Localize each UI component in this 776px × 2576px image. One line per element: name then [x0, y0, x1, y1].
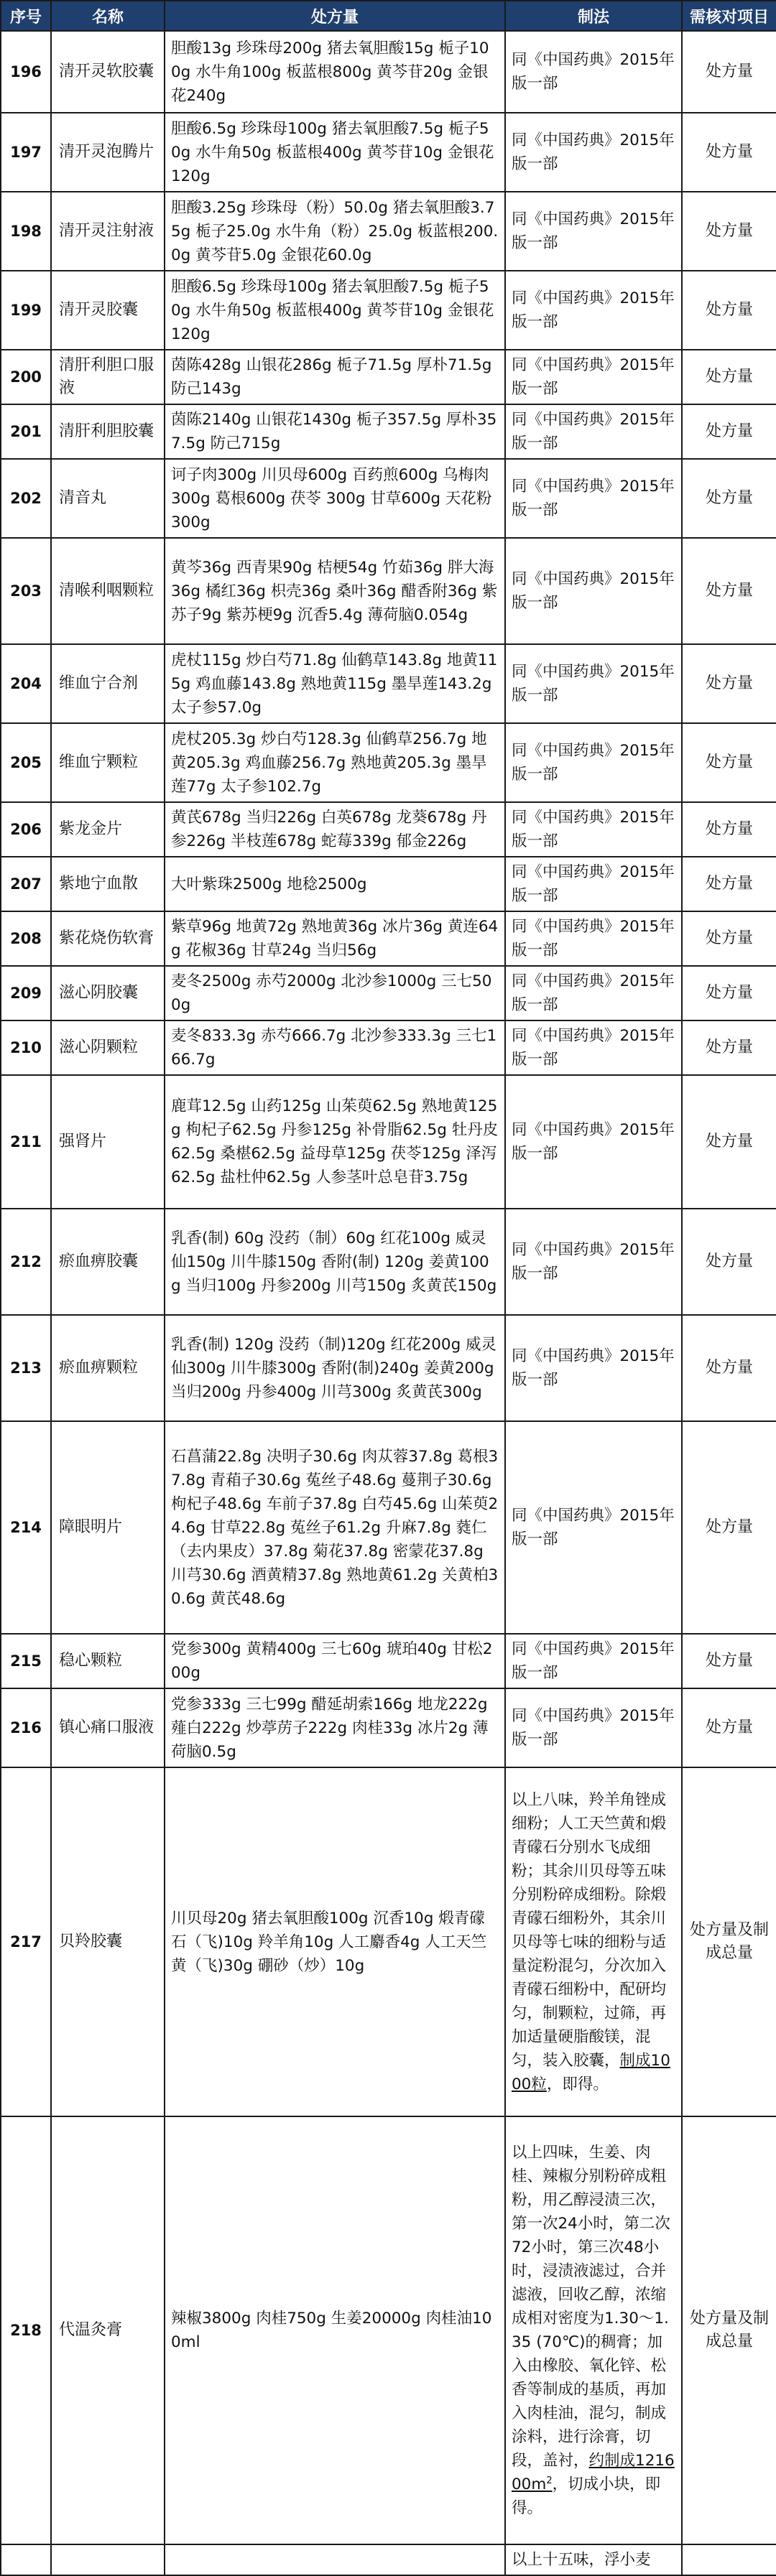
row-number: 198	[1, 192, 51, 271]
row-number: 210	[1, 1020, 51, 1075]
row-requirement: 处方量	[682, 1209, 776, 1315]
row-method: 同《中国药典》2015年版一部	[505, 1020, 682, 1075]
row-formula: 虎杖205.3g 炒白芍128.3g 仙鹤草256.7g 地黄205.3g 鸡血藤256.7g 熟地黄205.3g 墨旱莲77g 太子参102.7g	[165, 723, 505, 802]
row-number: 209	[1, 966, 51, 1020]
method-yield: 约制成$121600m^2$	[512, 2452, 675, 2493]
row-requirement: 处方量	[682, 1634, 776, 1688]
table-row	[1, 538, 776, 644]
row-requirement: 处方量	[682, 911, 776, 966]
row-number: 216	[1, 1688, 51, 1767]
row-method: 同《中国药典》2015年版一部	[505, 192, 682, 271]
row-number	[1, 2544, 51, 2575]
row-method: 同《中国药典》2015年版一部	[505, 644, 682, 723]
method-yield: 制成1000粒	[512, 2051, 670, 2093]
table-row	[1, 1315, 776, 1421]
row-formula: 麦冬2500g 赤芍2000g 北沙参1000g 三七500g	[165, 966, 505, 1020]
row-method: 同《中国药典》2015年版一部	[505, 404, 682, 459]
row-number: 205	[1, 723, 51, 802]
method-text: 以上四味，生姜、肉桂、辣椒分别粉碎成粗粉，用乙醇浸渍三次，第一次24小时，第二次72小时，第三次48小时，浸渍液滤过，合并滤液，回收乙醇，浓缩成相对密度为1.30～1.35 (70℃)的稠膏；加入由橡胶、氧化锌、松香等制成的基质，再加入肉桂油，混匀，制成涂料，进行涂膏，切段，盖衬，	[512, 2144, 670, 2470]
table-row	[1, 1767, 776, 2116]
row-formula: 胆酸6.5g 珍珠母100g 猪去氧胆酸7.5g 栀子50g 水牛角50g 板蓝根400g 黄芩苷10g 金银花120g	[165, 271, 505, 350]
header-seq: 序号	[1, 1, 51, 31]
row-number: 214	[1, 1421, 51, 1634]
row-number: 206	[1, 802, 51, 857]
row-name: 滋心阴胶囊	[51, 966, 165, 1020]
header-method: 制法	[505, 1, 682, 31]
row-name: 强肾片	[51, 1075, 165, 1209]
row-number: 217	[1, 1767, 51, 2116]
row-name: 清开灵泡腾片	[51, 113, 165, 192]
table-row	[1, 459, 776, 538]
row-name: 障眼明片	[51, 1421, 165, 1634]
area-exponent: 2	[546, 2475, 553, 2486]
row-number: 204	[1, 644, 51, 723]
row-requirement: 处方量	[682, 857, 776, 911]
table-row	[1, 2544, 776, 2575]
table-row	[1, 723, 776, 802]
row-requirement: 处方量	[682, 113, 776, 192]
row-formula: 黄芩36g 西青果90g 桔梗54g 竹茹36g 胖大海36g 橘红36g 枳壳36g 桑叶36g 醋香附36g 紫苏子9g 紫苏梗9g 沉香5.4g 薄荷脑0.054g	[165, 538, 505, 644]
row-number: 201	[1, 404, 51, 459]
row-requirement: 处方量	[682, 644, 776, 723]
row-name: 清开灵软胶囊	[51, 31, 165, 113]
row-requirement	[682, 2544, 776, 2575]
table-row	[1, 350, 776, 404]
row-number: 200	[1, 350, 51, 404]
row-formula: 党参300g 黄精400g 三七60g 琥珀40g 甘松200g	[165, 1634, 505, 1688]
table-row	[1, 1634, 776, 1688]
row-formula: 虎杖115g 炒白芍71.8g 仙鹤草143.8g 地黄115g 鸡血藤143.8g 熟地黄115g 墨旱莲143.2g 太子参57.0g	[165, 644, 505, 723]
row-number: 208	[1, 911, 51, 966]
table-row	[1, 911, 776, 966]
row-name: 维血宁颗粒	[51, 723, 165, 802]
row-formula: 大叶紫珠2500g 地稔2500g	[165, 857, 505, 911]
table-header	[1, 1, 776, 31]
row-number: 215	[1, 1634, 51, 1688]
table-row	[1, 644, 776, 723]
row-formula: 川贝母20g 猪去氧胆酸100g 沉香10g 煅青礞石（飞)10g 羚羊角10g 人工麝香4g 人工天竺黄（飞)30g 硼砂（炒）10g	[165, 1767, 505, 2116]
row-method: 同《中国药典》2015年版一部	[505, 538, 682, 644]
row-formula: 乳香(制) 60g 没药（制）60g 红花100g 威灵仙150g 川牛膝150g 香附(制) 120g 姜黄100g 当归100g 丹参200g 川芎150g 炙黄芪150g	[165, 1209, 505, 1315]
row-method: 以上十五味，浮小麦	[505, 2544, 682, 2575]
row-method: 同《中国药典》2015年版一部	[505, 857, 682, 911]
row-method	[505, 1767, 682, 2116]
method-tail: ，切成小块，即得。	[512, 2475, 661, 2517]
row-name: 滋心阴颗粒	[51, 1020, 165, 1075]
row-number: 196	[1, 31, 51, 113]
row-number: 202	[1, 459, 51, 538]
row-name: 稳心颗粒	[51, 1634, 165, 1688]
row-method: 同《中国药典》2015年版一部	[505, 911, 682, 966]
row-requirement: 处方量	[682, 966, 776, 1020]
row-method: 同《中国药典》2015年版一部	[505, 723, 682, 802]
row-requirement: 处方量及制成总量	[682, 1767, 776, 2116]
table-row	[1, 113, 776, 192]
row-formula: 辣椒3800g 肉桂750g 生姜20000g 肉桂油100ml	[165, 2116, 505, 2544]
row-requirement: 处方量	[682, 1315, 776, 1421]
table-row	[1, 966, 776, 1020]
row-formula	[165, 2544, 505, 2575]
row-requirement: 处方量	[682, 1020, 776, 1075]
row-method: 同《中国药典》2015年版一部	[505, 31, 682, 113]
row-formula: 胆酸13g 珍珠母200g 猪去氧胆酸15g 栀子100g 水牛角100g 板蓝根800g 黄芩苷20g 金银花240g	[165, 31, 505, 113]
table-row	[1, 192, 776, 271]
row-number: 211	[1, 1075, 51, 1209]
row-name	[51, 2544, 165, 2575]
row-name: 清肝利胆胶囊	[51, 404, 165, 459]
header-name: 名称	[51, 1, 165, 31]
row-method: 同《中国药典》2015年版一部	[505, 1075, 682, 1209]
row-requirement: 处方量	[682, 802, 776, 857]
row-method: 同《中国药典》2015年版一部	[505, 1315, 682, 1421]
table-row	[1, 271, 776, 350]
row-formula: 石菖蒲22.8g 决明子30.6g 肉苁蓉37.8g 葛根37.8g 青葙子30.6g 菟丝子48.6g 蔓荆子30.6g 枸杞子48.6g 车前子37.8g 白芍45.6g 山茱萸24.6g 甘草22.8g 菟丝子61.2g 升麻7.8g 蕤仁（去内果皮）37.8g 菊花37.8g 密蒙花37.8g 川芎30.6g 酒黄精37.8g 熟地黄61.2g 关黄柏30.6g 黄芪48.6g	[165, 1421, 505, 1634]
row-method: 同《中国药典》2015年版一部	[505, 459, 682, 538]
row-requirement: 处方量	[682, 192, 776, 271]
row-method: 同《中国药典》2015年版一部	[505, 802, 682, 857]
method-text: 以上八味，羚羊角锉成细粉；人工天竺黄和煅青礞石分别水飞成细粉；其余川贝母等五味分别粉碎成细粉。除煅青礞石细粉外，其余川贝母等七味的细粉与适量淀粉混匀，分次加入青礞石细粉中，配研均匀，制颗粒，过筛，再加适量硬脂酸镁，混匀，装入胶囊，	[512, 1790, 667, 2070]
row-requirement: 处方量	[682, 723, 776, 802]
row-number: 218	[1, 2116, 51, 2544]
row-formula: 胆酸3.25g 珍珠母（粉）50.0g 猪去氧胆酸3.75g 栀子25.0g 水牛角（粉）25.0g 板蓝根200.0g 黄芩苷5.0g 金银花60.0g	[165, 192, 505, 271]
row-name: 代温灸膏	[51, 2116, 165, 2544]
row-method: 同《中国药典》2015年版一部	[505, 1209, 682, 1315]
row-formula: 乳香(制) 120g 没药（制)120g 红花200g 威灵仙300g 川牛膝300g 香附(制)240g 姜黄200g 当归200g 丹参400g 川芎300g 炙黄芪300g	[165, 1315, 505, 1421]
method-tail: ，即得。	[546, 2075, 609, 2093]
header-formula: 处方量	[165, 1, 505, 31]
row-requirement: 处方量	[682, 1421, 776, 1634]
table-row	[1, 1075, 776, 1209]
row-requirement: 处方量及制成总量	[682, 2116, 776, 2544]
row-name: 紫龙金片	[51, 802, 165, 857]
row-requirement: 处方量	[682, 459, 776, 538]
row-number: 207	[1, 857, 51, 911]
row-method: 同《中国药典》2015年版一部	[505, 113, 682, 192]
row-formula: 麦冬833.3g 赤芍666.7g 北沙参333.3g 三七166.7g	[165, 1020, 505, 1075]
row-name: 清开灵注射液	[51, 192, 165, 271]
row-requirement: 处方量	[682, 538, 776, 644]
row-name: 清喉利咽颗粒	[51, 538, 165, 644]
table-row	[1, 802, 776, 857]
row-method	[505, 2116, 682, 2544]
table-row	[1, 1421, 776, 1634]
row-formula: 茵陈428g 山银花286g 栀子71.5g 厚朴71.5g 防己143g	[165, 350, 505, 404]
row-requirement: 处方量	[682, 1688, 776, 1767]
row-requirement: 处方量	[682, 31, 776, 113]
row-method: 同《中国药典》2015年版一部	[505, 966, 682, 1020]
row-method: 同《中国药典》2015年版一部	[505, 350, 682, 404]
row-method: 同《中国药典》2015年版一部	[505, 1688, 682, 1767]
row-number: 213	[1, 1315, 51, 1421]
row-number: 199	[1, 271, 51, 350]
table-row	[1, 404, 776, 459]
row-name: 贝羚胶囊	[51, 1767, 165, 2116]
row-number: 203	[1, 538, 51, 644]
row-name: 紫花烧伤软膏	[51, 911, 165, 966]
row-formula: 党参333g 三七99g 醋延胡索166g 地龙222g 薤白222g 炒葶苈子222g 肉桂33g 冰片2g 薄荷脑0.5g	[165, 1688, 505, 1767]
row-formula: 紫草96g 地黄72g 熟地黄36g 冰片36g 黄连64g 花椒36g 甘草24g 当归56g	[165, 911, 505, 966]
table-row	[1, 2116, 776, 2544]
row-formula: 诃子肉300g 川贝母600g 百药煎600g 乌梅肉300g 葛根600g 茯苓 300g 甘草600g 天花粉300g	[165, 459, 505, 538]
row-formula: 鹿茸12.5g 山药125g 山茱萸62.5g 熟地黄125g 枸杞子62.5g 丹参125g 补骨脂62.5g 牡丹皮62.5g 桑椹62.5g 益母草125g 茯苓125g 泽泻62.5g 盐杜仲62.5g 人参茎叶总皂苷3.75g	[165, 1075, 505, 1209]
row-name: 瘀血痹胶囊	[51, 1209, 165, 1315]
header-req: 需核对项目	[682, 1, 776, 31]
table-row	[1, 857, 776, 911]
row-name: 瘀血痹颗粒	[51, 1315, 165, 1421]
row-name: 维血宁合剂	[51, 644, 165, 723]
row-number: 212	[1, 1209, 51, 1315]
row-method: 同《中国药典》2015年版一部	[505, 271, 682, 350]
row-name: 镇心痛口服液	[51, 1688, 165, 1767]
row-requirement: 处方量	[682, 1075, 776, 1209]
row-number: 197	[1, 113, 51, 192]
row-name: 清肝利胆口服液	[51, 350, 165, 404]
row-name: 清开灵胶囊	[51, 271, 165, 350]
row-requirement: 处方量	[682, 350, 776, 404]
row-formula: 黄芪678g 当归226g 白英678g 龙葵678g 丹参226g 半枝莲678g 蛇莓339g 郁金226g	[165, 802, 505, 857]
row-name: 清音丸	[51, 459, 165, 538]
row-method: 同《中国药典》2015年版一部	[505, 1421, 682, 1634]
table-row	[1, 1020, 776, 1075]
table-row	[1, 1688, 776, 1767]
table-row	[1, 31, 776, 113]
row-formula: 茵陈2140g 山银花1430g 栀子357.5g 厚朴357.5g 防己715g	[165, 404, 505, 459]
row-requirement: 处方量	[682, 271, 776, 350]
row-method: 同《中国药典》2015年版一部	[505, 1634, 682, 1688]
table-row	[1, 1209, 776, 1315]
row-requirement: 处方量	[682, 404, 776, 459]
row-name: 紫地宁血散	[51, 857, 165, 911]
row-formula: 胆酸6.5g 珍珠母100g 猪去氧胆酸7.5g 栀子50g 水牛角50g 板蓝根400g 黄芩苷10g 金银花120g	[165, 113, 505, 192]
